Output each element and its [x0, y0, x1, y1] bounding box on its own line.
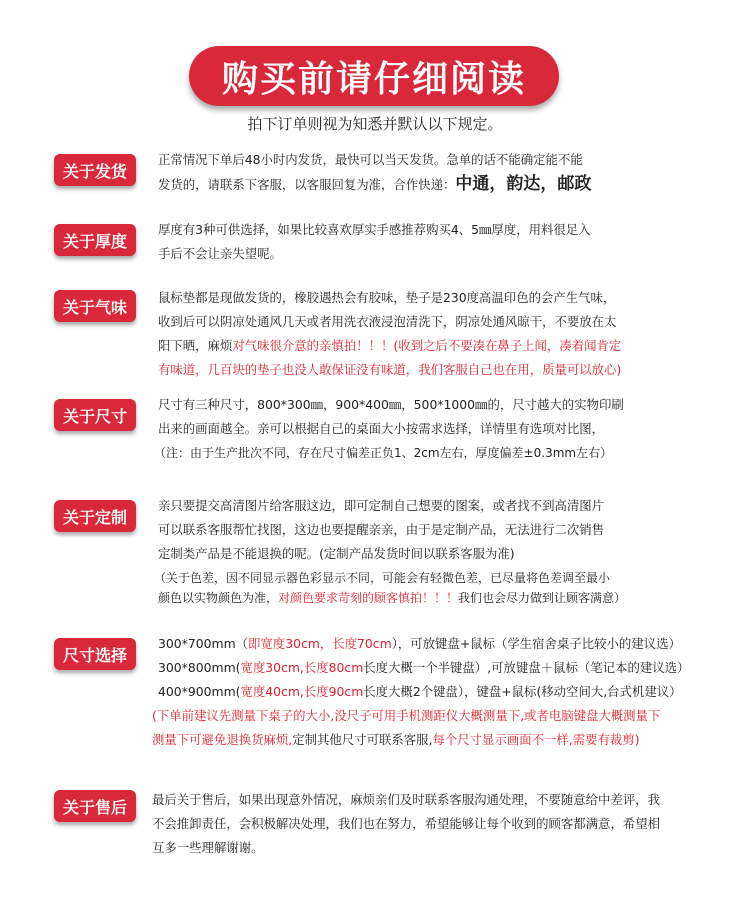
- text-span: 发货的，请联系下客服，以客服回复为准，合作快递：: [158, 177, 456, 192]
- size-choice-badge: 尺寸选择: [54, 638, 136, 670]
- size-option-700: [158, 632, 738, 656]
- text-line: 厚度有3种可供选择，如果比较喜欢厚实手感推荐购买4、5㎜厚度，用料很足入: [158, 222, 591, 237]
- text-line: 正常情况下单后48小时内发货，最快可以当天发货。急单的话不能确定能不能: [158, 152, 583, 167]
- page-subtitle: 拍下订单则视为知悉并默认以下规定。: [247, 115, 503, 133]
- size-text: [154, 393, 724, 465]
- smell-text: [158, 286, 724, 382]
- after-sales-badge: 关于售后: [54, 790, 136, 822]
- courier-list: 中通，韵达，邮政: [455, 174, 592, 194]
- thickness-text: [158, 218, 724, 266]
- size-option-900: [158, 680, 738, 704]
- text-span: 长度大概一个半键盘）,可放键盘＋鼠标（笔记本的建议选）: [363, 660, 690, 675]
- text-line: 定制类产品是不能退换的呢。(定制产品发货时间以联系客服为准): [158, 546, 515, 561]
- dimension-text: 宽度40cm,长度90cm: [240, 684, 364, 699]
- thickness-badge: 关于厚度: [54, 224, 136, 256]
- text-line: 鼠标垫都是现做发货的，橡胶遇热会有胶味，垫子是230度高温印色的会产生气味，: [158, 290, 616, 305]
- text-span: 定制其他尺寸可联系客服,: [292, 732, 433, 747]
- text-line: [158, 334, 724, 358]
- warning-text: (下单前建议先测量下桌子的大小,没尺子可用手机测距仪大概测量下,或者电脑键盘大概测量下: [152, 708, 661, 723]
- text-span: 颜色以实物颜色为准，: [158, 591, 279, 605]
- after-sales-text: [152, 788, 722, 860]
- dimension-text: 宽度30cm,长度80cm: [240, 660, 364, 675]
- size-choice-text: [152, 632, 738, 752]
- shipping-badge: 关于发货: [54, 154, 136, 186]
- text-line: [158, 586, 724, 610]
- size-badge: 关于尺寸: [54, 399, 136, 431]
- text-span: 阳下晒，麻烦: [158, 338, 233, 353]
- text-line: 可以联系客服帮忙找图，这边也要提醒亲亲，由于是定制产品，无法进行二次销售: [158, 522, 605, 537]
- text-line: 亲只要提交高清图片给客服这边，即可定制自己想要的图案，或者找不到高清图片: [158, 498, 605, 513]
- text-line: 互多一些理解谢谢。: [152, 840, 264, 855]
- warning-text: 测量下可避免退换货麻烦,: [152, 732, 293, 747]
- text-line: （注：由于生产批次不同，存在尺寸偏差正负1、2cm左右，厚度偏差±0.3mm左右）: [154, 446, 613, 460]
- page-title: 购买前请仔细阅读: [189, 46, 559, 106]
- text-span: ），可放键盘+鼠标（学生宿舍桌子比较小的建议选）: [391, 636, 681, 651]
- text-span: 400*900mm(: [158, 684, 241, 699]
- text-line: （关于色差，因不同显示器色彩显示不同，可能会有轻微色差，已尽量将色差调至最小: [154, 571, 611, 585]
- warning-text: 对气味很介意的亲慎拍！！！(收到之后不要凑在鼻子上闻，凑着闻肯定: [232, 338, 622, 353]
- dimension-text: 即宽度30cm，长度70cm: [248, 636, 392, 651]
- text-line: [158, 172, 724, 196]
- warning-text: 有味道，几百块的垫子也没人敢保证没有味道，我们客服自己也在用，质量可以放心): [158, 362, 622, 377]
- warning-text: 对颜色要求苛刻的顾客慎拍！！！: [278, 591, 459, 605]
- custom-text: [154, 494, 724, 610]
- size-option-800: [158, 656, 738, 680]
- text-span: 长度大概2个键盘），键盘+鼠标(移动空间大,台式机建议）: [363, 684, 682, 699]
- text-line: 不会推卸责任，会积极解决处理，我们也在努力，希望能够让每个收到的顾客都满意，希望相: [152, 816, 661, 831]
- warning-text: 每个尺寸显示画面不一样,需要有裁剪): [432, 732, 640, 747]
- smell-badge: 关于气味: [54, 290, 136, 322]
- text-line: 收到后可以阴凉处通风几天或者用洗衣液浸泡清洗下，阴凉处通风晾干，不要放在太: [158, 314, 617, 329]
- custom-badge: 关于定制: [54, 500, 136, 532]
- text-line: 最后关于售后，如果出现意外情况，麻烦亲们及时联系客服沟通处理，不要随意给中差评，我: [152, 792, 661, 807]
- text-span: 300*800mm(: [158, 660, 241, 675]
- text-line: [152, 728, 738, 752]
- text-line: 出来的画面越全。亲可以根据自己的桌面大小按需求选择，详情里有选项对比图，: [158, 421, 605, 436]
- text-span: 300*700mm（: [158, 636, 249, 651]
- text-line: 手后不会让亲失望呢。: [158, 246, 282, 261]
- shipping-text: [158, 148, 724, 196]
- text-line: 尺寸有三种尺寸，800*300㎜，900*400㎜，500*1000㎜的，尺寸越大的实物印刷: [158, 397, 624, 412]
- text-span: 我们也会尽力做到让顾客满意）: [458, 591, 627, 605]
